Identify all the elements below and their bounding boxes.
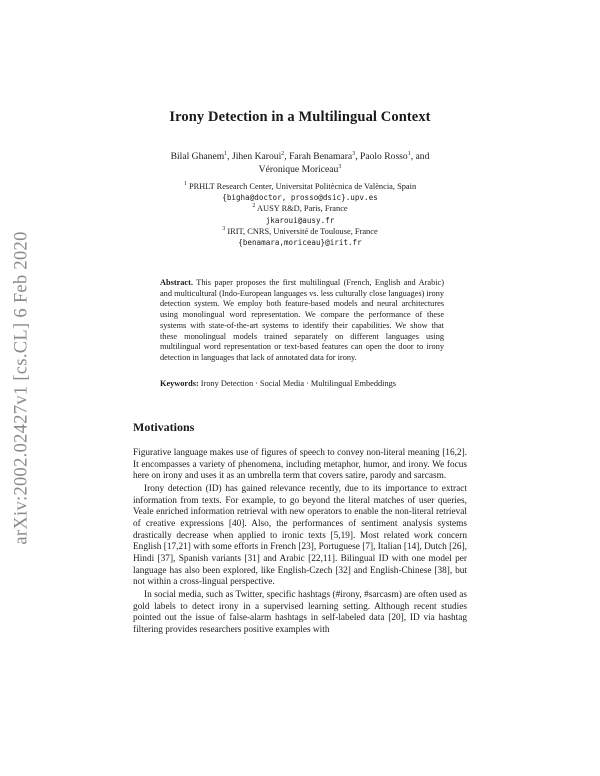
- paper-title: Irony Detection in a Multilingual Context: [169, 109, 431, 125]
- abstract: [160, 278, 444, 364]
- affiliation-entry: [120, 226, 480, 237]
- author-name: Véronique Moriceau: [258, 164, 339, 175]
- keywords-text: Irony Detection · Social Media · Multilingual Embeddings: [200, 379, 396, 388]
- author-conjunction: , and: [410, 151, 430, 162]
- affiliation-email: {bigha@doctor, prosso@dsic}.upv.es: [222, 193, 378, 203]
- body-paragraph: In social media, such as Twitter, specific hashtags (#irony, #sarcasm) are often used as gold labels to detect irony in a supervised learning setting. Although recent studies pointed out the issue of false-alarm hashtags in self-labeled data [20], ID via hashtag filtering provides researchers positive examples with: [133, 589, 467, 635]
- author-affiliation-mark: 3: [338, 163, 342, 170]
- body-text: [133, 448, 467, 638]
- body-paragraph: Irony detection (ID) has gained relevance recently, due to its importance to extract information from texts. For example, to go beyond the literal matches of user queries, Veale enriched information retrieval with new operators to enable the non-literal retrieval of creative expressions [40]. Also, the performances of sentiment analysis systems drastically decrease when applied to ironic texts [5,19]. Most related work concern English [17,21] with some efforts in French [23], Portuguese [7], Italian [14], Dutch [26], Hindi [37], Spanish variants [31] and Arabic [22,11]. Bilingual ID with one model per language has also been explored, like English-Czech [32] and English-Chinese [38], but not within a cross-lingual perspective.: [133, 483, 467, 588]
- affiliation-name: AUSY R&D, Paris, France: [256, 204, 348, 214]
- author-name: Bilal Ghanem: [170, 151, 225, 162]
- affiliation-entry: [120, 181, 480, 192]
- author-affiliation-mark: 2: [281, 150, 285, 157]
- affiliation-number: 1: [183, 181, 187, 188]
- author-name: Farah Benamara: [289, 151, 353, 162]
- keywords: [160, 379, 460, 390]
- section-heading: Motivations: [133, 420, 195, 434]
- affiliation-list: [120, 181, 480, 248]
- author-affiliation-mark: 1: [407, 150, 411, 157]
- affiliation-name: PRHLT Research Center, Universitat Politècnica de València, Spain: [188, 182, 417, 191]
- abstract-label: Abstract.: [160, 278, 193, 287]
- arxiv-identifier: arXiv:2002.02427v1 [cs.CL] 6 Feb 2020: [11, 231, 32, 545]
- author-name: Paolo Rosso: [360, 151, 408, 162]
- affiliation-entry: [120, 203, 480, 214]
- author-name: Jihen Karoui: [231, 151, 282, 162]
- body-paragraph: Figurative language makes use of figures of speech to convey non-literal meaning [16,2]. It encompasses a variety of phenomena, including metaphor, humor, and irony. We focus here on irony and uses it as an umbrella term that covers satire, parody and sarcasm.: [133, 448, 467, 482]
- author-list: Bilal Ghanem$^1$, Jihen Karoui$^2$, Farah Benamara$^3$, Paolo Rosso$^1$, and Véronique Moriceau$^3$: [170, 150, 430, 175]
- affiliation-email: {benamara,moriceau}@irit.fr: [238, 238, 362, 248]
- author-affiliation-mark: 3: [352, 150, 356, 157]
- keywords-label: Keywords:: [160, 379, 199, 388]
- affiliation-email: jkaroui@ausy.fr: [265, 215, 335, 225]
- affiliation-number: 2: [252, 203, 256, 210]
- abstract-text: This paper proposes the first multilingual (French, English and Arabic) and multicultural (Indo-European languages vs. less culturally close languages) irony detection system. We employ both feature-based models and neural architectures using monolingual word representation. We compare the performance of these systems with state-of-the-art systems to identify their capabilities. We show that these monolingual models trained separately on different languages using multilingual word representation or text-based features can open the door to irony detection in languages that lack of annotated data for irony.: [160, 278, 444, 362]
- affiliation-number: 3: [222, 226, 226, 233]
- arxiv-side-label: [8, 188, 36, 588]
- affiliation-name: IRIT, CNRS, Université de Toulouse, France: [227, 226, 378, 236]
- author-affiliation-mark: 1: [224, 150, 228, 157]
